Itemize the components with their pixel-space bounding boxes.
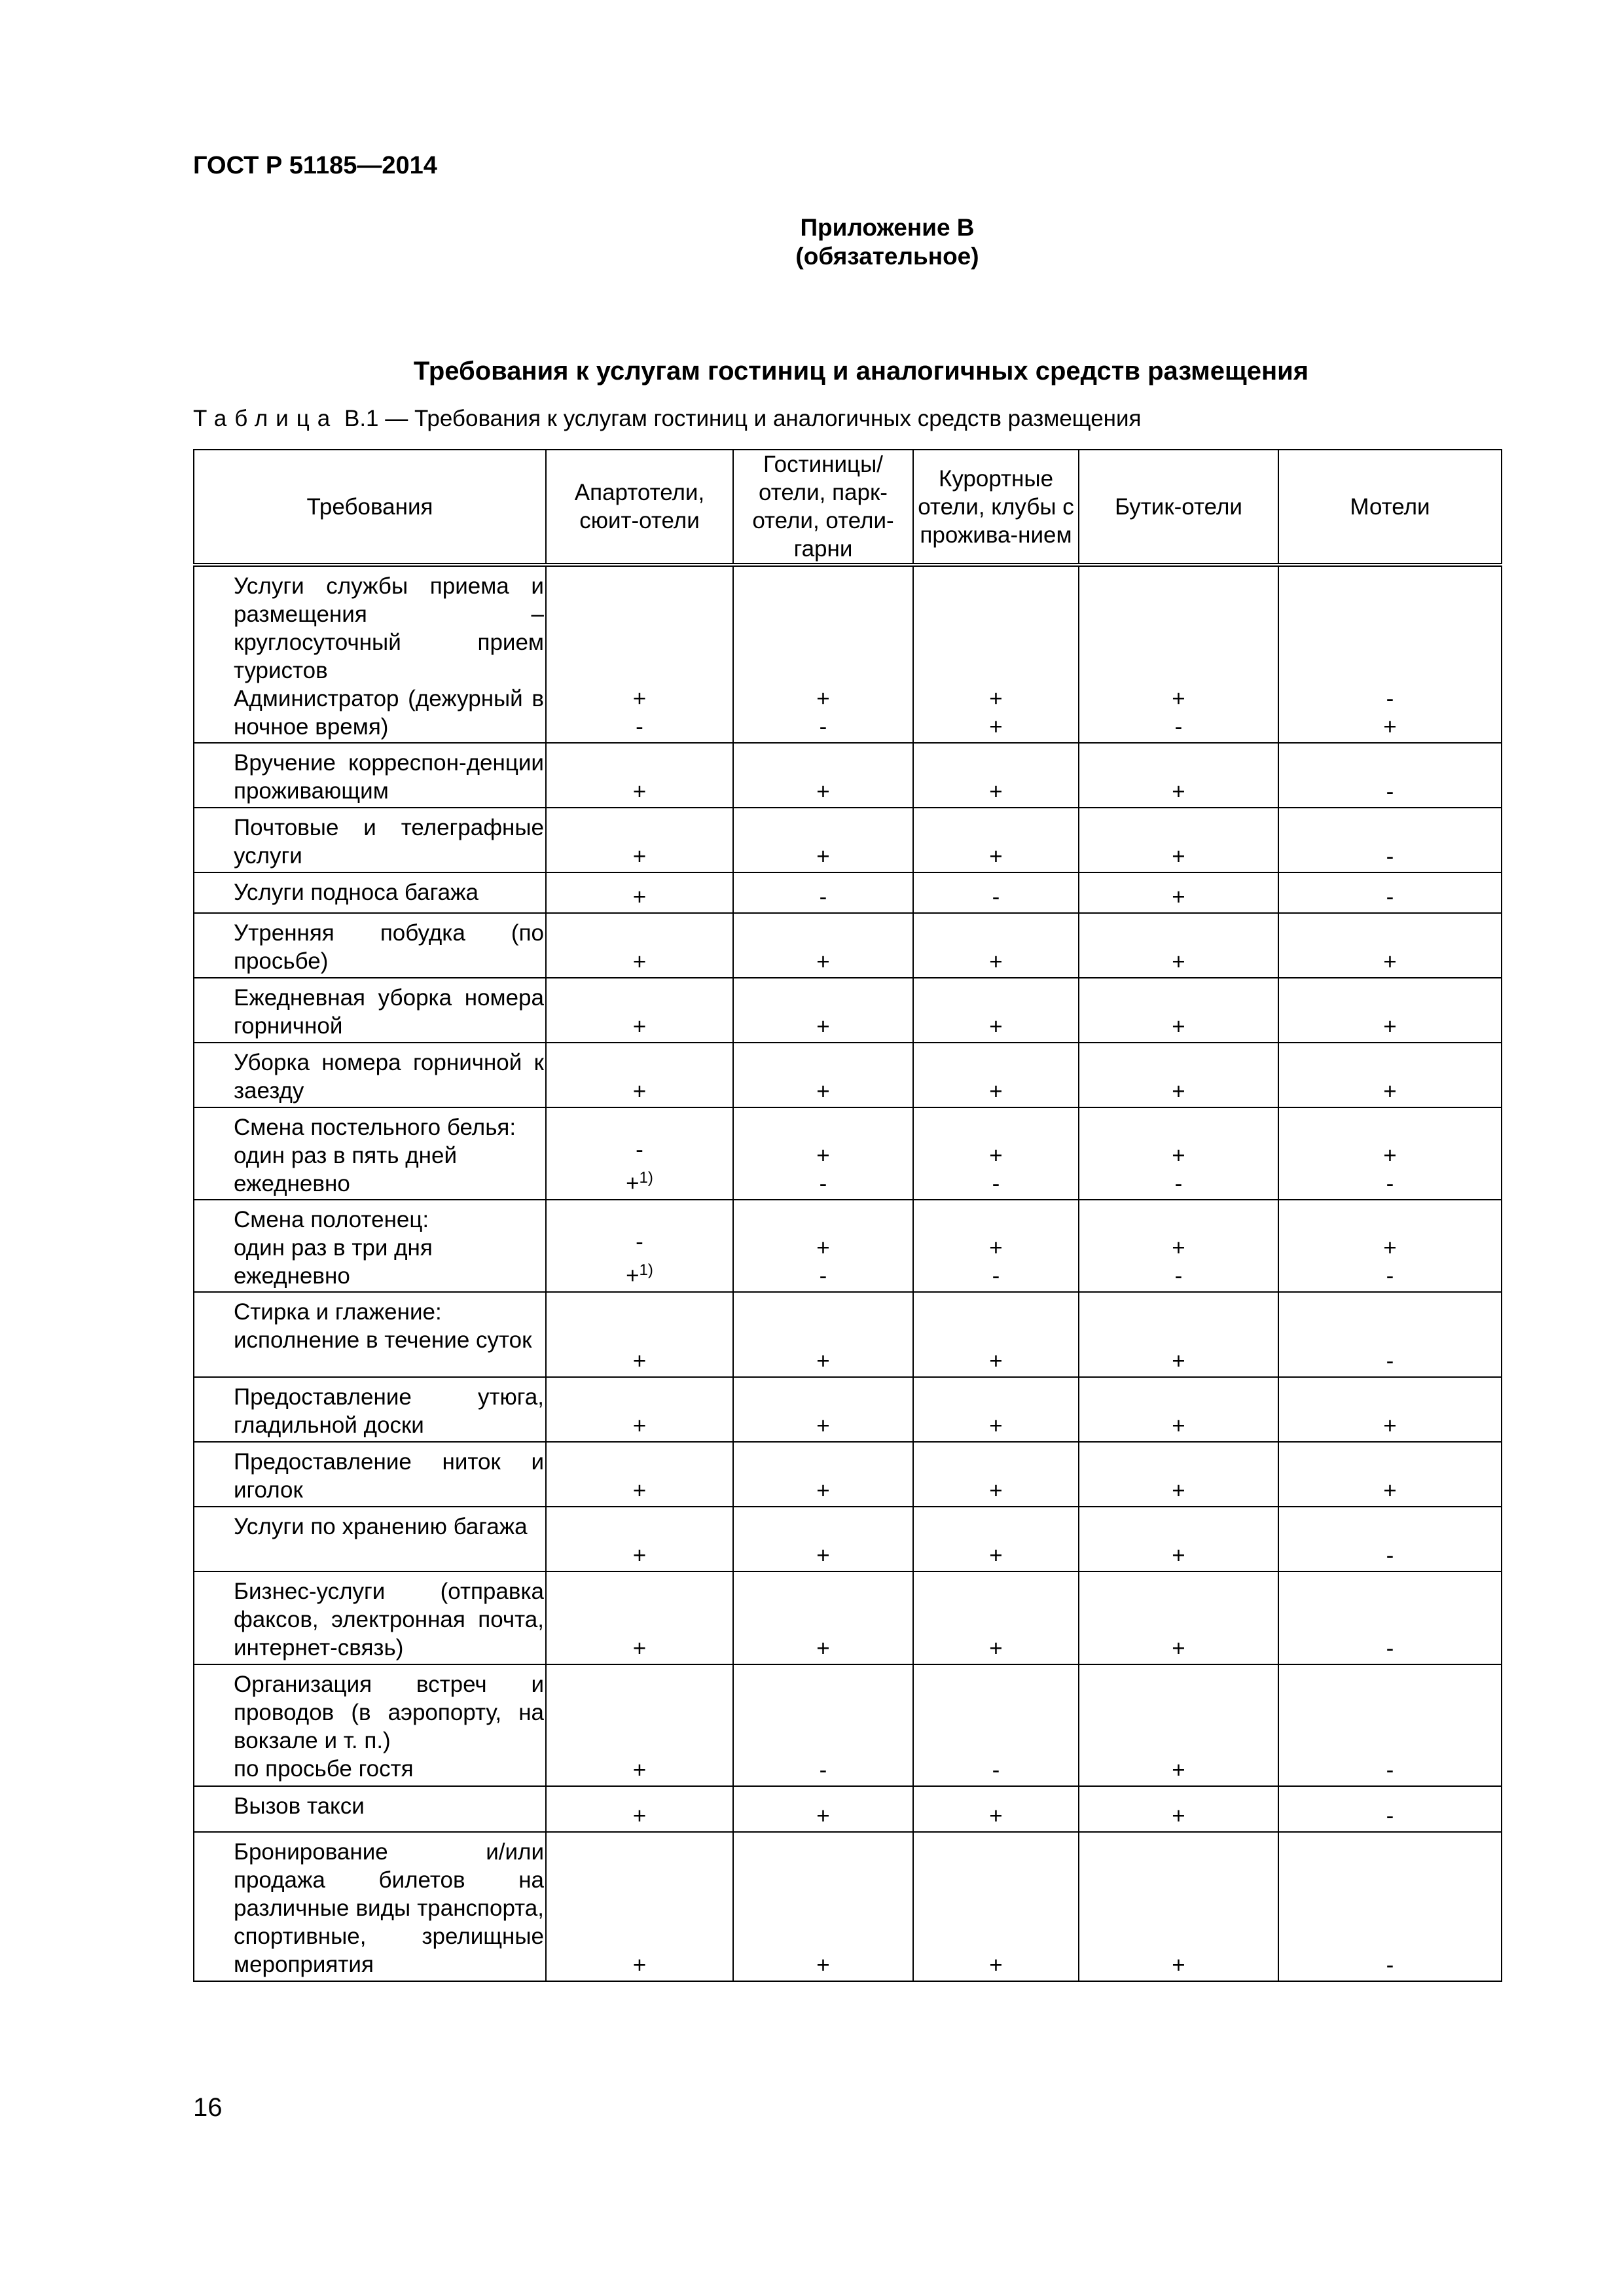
value-mark: +: [1172, 1413, 1185, 1439]
value-cell: [546, 1664, 733, 1786]
value-cell: [1079, 1786, 1278, 1832]
requirement-text: Вручение корреспон-денции проживающим: [234, 750, 544, 804]
value-cell: [913, 808, 1079, 872]
table-row: [194, 1377, 1502, 1442]
requirement-cell: [194, 1571, 546, 1664]
table-row: [194, 565, 1502, 743]
table-row: [194, 978, 1502, 1043]
value-cell: [913, 913, 1079, 978]
value-mark: +: [816, 1079, 830, 1104]
value-mark: -: [992, 1171, 1000, 1196]
requirement-text: один раз в пять дней: [234, 1143, 458, 1168]
value-mark: +: [816, 1543, 830, 1568]
value-mark: -: [1386, 844, 1394, 869]
table-row: [194, 808, 1502, 872]
value-cell: [546, 743, 733, 808]
appendix-type: (обязательное): [795, 243, 979, 270]
value-cell: [1278, 1664, 1502, 1786]
value-mark: +: [816, 949, 830, 975]
value-mark: +: [632, 1952, 647, 1978]
requirement-text: один раз в три дня: [234, 1235, 433, 1261]
value-mark: +: [816, 779, 830, 804]
value-cell: [733, 913, 913, 978]
requirement-text: Администратор (дежурный в ночное время): [234, 686, 544, 740]
table-caption-prefix: Таблица: [193, 406, 338, 431]
value-mark: +: [1172, 1014, 1185, 1039]
value-cell: [546, 565, 733, 743]
value-cell: [1079, 808, 1278, 872]
value-cell: [733, 1043, 913, 1107]
value-cell: [1079, 913, 1278, 978]
table-row: [194, 1292, 1502, 1377]
value-mark: +: [1172, 844, 1185, 869]
value-mark: +: [1383, 1014, 1397, 1039]
value-mark: +: [989, 714, 1003, 740]
value-mark: -: [636, 1137, 643, 1163]
value-mark: +: [1172, 949, 1185, 975]
requirement-text: ежедневно: [234, 1263, 350, 1289]
requirement-cell: [194, 565, 546, 743]
value-mark: +: [1172, 1478, 1185, 1503]
value-mark: +: [632, 1014, 647, 1039]
appendix-title: Приложение В: [800, 214, 975, 241]
table-row: [194, 1107, 1502, 1200]
value-mark: +: [632, 1079, 647, 1104]
value-mark: -: [1386, 1171, 1394, 1196]
value-cell: [913, 1200, 1079, 1292]
value-cell: [1079, 872, 1278, 913]
value-cell: [913, 978, 1079, 1043]
value-cell: [1278, 743, 1502, 808]
value-cell: [1278, 872, 1502, 913]
value-cell: [733, 1664, 913, 1786]
header-motels: Мотели: [1278, 450, 1502, 565]
value-cell: [546, 1507, 733, 1571]
table-caption-number: В.1: [344, 406, 379, 431]
value-mark: +: [989, 1143, 1003, 1168]
value-cell: [913, 1292, 1079, 1377]
requirement-text: Услуги по хранению багажа: [234, 1514, 528, 1539]
value-cell: [1278, 1043, 1502, 1107]
table-body: [194, 565, 1502, 1981]
value-mark: -: [1386, 686, 1394, 711]
value-cell: [913, 872, 1079, 913]
value-cell: [1079, 1571, 1278, 1664]
value-cell: [1278, 1200, 1502, 1292]
table-row: [194, 1786, 1502, 1832]
value-mark: -: [992, 884, 1000, 910]
value-cell: [1079, 1377, 1278, 1442]
value-mark: -: [636, 1229, 643, 1255]
value-cell: [733, 1442, 913, 1507]
value-mark: +: [632, 686, 647, 711]
value-cell: [913, 565, 1079, 743]
requirement-cell: [194, 1442, 546, 1507]
value-mark: +: [632, 1636, 647, 1661]
requirement-cell: [194, 913, 546, 978]
value-cell: [733, 1107, 913, 1200]
value-cell: [733, 1507, 913, 1571]
value-mark: +: [816, 686, 830, 711]
value-mark: +: [632, 1413, 647, 1439]
value-mark: +: [1172, 1952, 1185, 1978]
requirement-text: Почтовые и телеграфные услуги: [234, 815, 544, 869]
requirement-cell: [194, 1664, 546, 1786]
value-mark: +: [989, 1235, 1003, 1261]
value-cell: [733, 1786, 913, 1832]
header-hotels: Гостиницы/ отели, парк-отели, отели-гарни: [733, 450, 913, 565]
value-mark: +: [1172, 1543, 1185, 1568]
requirement-cell: [194, 1043, 546, 1107]
header-boutique-hotels: Бутик-отели: [1079, 450, 1278, 565]
value-mark: +: [989, 1803, 1003, 1829]
value-cell: [913, 1664, 1079, 1786]
value-mark: -: [1386, 1952, 1394, 1978]
value-cell: [1278, 1442, 1502, 1507]
value-mark: +: [1172, 1348, 1185, 1374]
value-mark: -: [819, 1171, 827, 1196]
value-mark: +: [1172, 1235, 1185, 1261]
value-mark: +: [1172, 1803, 1185, 1829]
value-cell: [1278, 808, 1502, 872]
value-mark: +: [816, 1014, 830, 1039]
value-cell: [1278, 565, 1502, 743]
value-mark: -: [1174, 714, 1183, 740]
requirement-text: Вызов такси: [234, 1793, 365, 1819]
value-mark: -: [992, 1263, 1000, 1289]
value-cell: [733, 872, 913, 913]
value-cell: [1079, 1664, 1278, 1786]
requirement-text: Смена постельного белья:: [234, 1115, 516, 1140]
value-mark: +: [1383, 1143, 1397, 1168]
header-aparthotels: Апартотели, сюит-отели: [546, 450, 733, 565]
value-cell: [1079, 1832, 1278, 1981]
document-id: ГОСТ Р 51185—2014: [193, 152, 437, 179]
requirement-text: по просьбе гостя: [234, 1756, 414, 1782]
value-cell: [913, 1043, 1079, 1107]
value-mark: +: [989, 1478, 1003, 1503]
value-mark: +: [1172, 779, 1185, 804]
value-cell: [733, 743, 913, 808]
value-cell: [1278, 1377, 1502, 1442]
value-cell: [733, 1571, 913, 1664]
requirement-text: Организация встреч и проводов (в аэропорту, на вокзале и т. п.): [234, 1672, 544, 1753]
value-mark: +: [632, 1478, 647, 1503]
table-row: [194, 1043, 1502, 1107]
footnote-mark: 1): [639, 1261, 653, 1280]
section-title: Требования к услугам гостиниц и аналогичных средств размещения: [413, 357, 1309, 386]
value-cell: [733, 808, 913, 872]
requirement-cell: [194, 1507, 546, 1571]
value-cell: [1079, 743, 1278, 808]
table-row: [194, 1442, 1502, 1507]
value-mark: +: [1172, 686, 1185, 711]
table-row: [194, 1571, 1502, 1664]
value-cell: [733, 565, 913, 743]
value-mark: +: [989, 686, 1003, 711]
value-mark: -: [1386, 779, 1394, 804]
footnote-mark: 1): [639, 1169, 653, 1187]
requirements-table: [193, 449, 1502, 1982]
requirement-text: Ежедневная уборка номера горничной: [234, 985, 544, 1039]
value-cell: [1278, 978, 1502, 1043]
value-cell: [1079, 565, 1278, 743]
requirement-cell: [194, 1107, 546, 1200]
value-cell: [546, 872, 733, 913]
value-mark: +: [816, 1636, 830, 1661]
value-cell: [1278, 1832, 1502, 1981]
requirement-cell: [194, 1832, 546, 1981]
value-mark: +: [816, 1952, 830, 1978]
value-mark: +: [816, 1478, 830, 1503]
requirement-cell: [194, 1200, 546, 1292]
table-header-row: [194, 450, 1502, 565]
value-mark: +: [816, 1413, 830, 1439]
requirement-text: Услуги службы приема и размещения – круглосуточный прием туристов: [234, 573, 544, 683]
value-mark: +: [989, 1014, 1003, 1039]
value-mark: +: [1172, 884, 1185, 910]
header-resort-hotels: Курортные отели, клубы с прожива-нием: [913, 450, 1079, 565]
value-mark: +: [816, 844, 830, 869]
requirement-text: Стирка и глажение:: [234, 1299, 442, 1325]
value-cell: [1079, 1442, 1278, 1507]
value-mark: +: [1383, 1413, 1397, 1439]
requirement-cell: [194, 872, 546, 913]
value-mark: +: [989, 779, 1003, 804]
requirement-cell: [194, 978, 546, 1043]
value-cell: [733, 1832, 913, 1981]
table-caption-text: — Требования к услугам гостиниц и аналогичных средств размещения: [385, 406, 1142, 431]
value-cell: [913, 1507, 1079, 1571]
value-mark: -: [636, 714, 643, 740]
value-mark: +: [989, 1348, 1003, 1374]
value-cell: [546, 1442, 733, 1507]
value-cell: [1079, 1507, 1278, 1571]
value-mark: -: [1386, 1263, 1394, 1289]
value-mark: +: [989, 844, 1003, 869]
value-mark: +: [632, 1803, 647, 1829]
value-mark: -: [819, 884, 827, 910]
page-number: 16: [193, 2093, 223, 2122]
value-cell: [913, 743, 1079, 808]
value-mark: +: [1172, 1079, 1185, 1104]
value-cell: [913, 1571, 1079, 1664]
requirement-text: Смена полотенец:: [234, 1207, 429, 1232]
value-cell: [733, 1377, 913, 1442]
value-mark: +: [632, 1348, 647, 1374]
requirement-text: Предоставление утюга, гладильной доски: [234, 1384, 544, 1438]
value-mark: -: [1174, 1263, 1183, 1289]
value-mark: +: [1383, 714, 1397, 740]
value-mark: +: [816, 1235, 830, 1261]
value-mark: +: [1383, 1478, 1397, 1503]
appendix-heading: [0, 213, 1624, 271]
requirement-text: Бронирование и/или продажа билетов на различные виды транспорта, спортивные, зрелищные мероприятия: [234, 1839, 544, 1977]
value-mark: +: [989, 1079, 1003, 1104]
value-cell: [546, 1571, 733, 1664]
value-mark: -: [992, 1757, 1000, 1783]
value-mark: +: [632, 949, 647, 975]
value-cell: [1278, 1571, 1502, 1664]
table-row: [194, 1664, 1502, 1786]
value-mark: -: [1386, 884, 1394, 910]
value-cell: [546, 1107, 733, 1200]
value-cell: [546, 1043, 733, 1107]
requirement-text: Предоставление ниток и иголок: [234, 1449, 544, 1503]
value-mark: +$^{1)}$: [626, 1261, 653, 1289]
value-cell: [546, 808, 733, 872]
value-mark: +: [816, 1348, 830, 1374]
requirement-cell: [194, 808, 546, 872]
table-row: [194, 1200, 1502, 1292]
value-cell: [733, 978, 913, 1043]
value-mark: -: [819, 714, 827, 740]
value-cell: [1278, 1507, 1502, 1571]
value-mark: -: [819, 1263, 827, 1289]
value-mark: -: [819, 1757, 827, 1783]
value-cell: [546, 913, 733, 978]
value-mark: +: [989, 1543, 1003, 1568]
value-mark: +$^{1)}$: [626, 1169, 653, 1196]
value-cell: [1079, 1107, 1278, 1200]
value-mark: +: [632, 1757, 647, 1783]
value-mark: +: [632, 844, 647, 869]
value-mark: +: [1172, 1143, 1185, 1168]
value-mark: +: [632, 884, 647, 910]
value-mark: -: [1386, 1543, 1394, 1568]
table-row: [194, 1832, 1502, 1981]
requirement-text: Услуги подноса багажа: [234, 880, 478, 905]
value-cell: [546, 978, 733, 1043]
value-mark: +: [1172, 1636, 1185, 1661]
value-mark: +: [816, 1803, 830, 1829]
value-cell: [1278, 1292, 1502, 1377]
value-cell: [913, 1786, 1079, 1832]
value-mark: -: [1386, 1803, 1394, 1829]
value-cell: [546, 1786, 733, 1832]
requirement-cell: [194, 1292, 546, 1377]
value-cell: [1278, 913, 1502, 978]
value-mark: +: [989, 1636, 1003, 1661]
value-mark: +: [1383, 1235, 1397, 1261]
value-cell: [733, 1200, 913, 1292]
table-caption: [193, 406, 1142, 432]
value-mark: +: [816, 1143, 830, 1168]
value-mark: -: [1386, 1636, 1394, 1661]
value-cell: [1079, 1292, 1278, 1377]
value-cell: [1278, 1107, 1502, 1200]
value-cell: [913, 1442, 1079, 1507]
value-cell: [913, 1107, 1079, 1200]
value-cell: [913, 1832, 1079, 1981]
value-mark: -: [1174, 1171, 1183, 1196]
value-cell: [546, 1200, 733, 1292]
value-cell: [733, 1292, 913, 1377]
value-cell: [1079, 1043, 1278, 1107]
requirement-text: Бизнес-услуги (отправка факсов, электронная почта, интернет-связь): [234, 1579, 544, 1660]
value-cell: [1278, 1786, 1502, 1832]
table-row: [194, 743, 1502, 808]
value-mark: +: [632, 1543, 647, 1568]
value-cell: [546, 1292, 733, 1377]
requirement-text: Утренняя побудка (по просьбе): [234, 920, 544, 974]
requirement-text: ежедневно: [234, 1171, 350, 1196]
value-mark: +: [989, 1413, 1003, 1439]
value-mark: -: [1386, 1348, 1394, 1374]
value-mark: +: [989, 949, 1003, 975]
value-mark: +: [989, 1952, 1003, 1978]
value-mark: -: [1386, 1757, 1394, 1783]
header-requirements: Требования: [194, 450, 546, 565]
value-mark: +: [1383, 949, 1397, 975]
value-mark: +: [1383, 1079, 1397, 1104]
requirement-cell: [194, 1377, 546, 1442]
table-row: [194, 872, 1502, 913]
value-cell: [1079, 978, 1278, 1043]
value-cell: [546, 1832, 733, 1981]
value-mark: +: [1172, 1757, 1185, 1783]
table-row: [194, 1507, 1502, 1571]
requirement-text: Уборка номера горничной к заезду: [234, 1050, 544, 1103]
table-row: [194, 913, 1502, 978]
requirement-cell: [194, 743, 546, 808]
value-cell: [546, 1377, 733, 1442]
value-cell: [913, 1377, 1079, 1442]
value-cell: [1079, 1200, 1278, 1292]
value-mark: +: [632, 779, 647, 804]
requirement-cell: [194, 1786, 546, 1832]
requirement-text: исполнение в течение суток: [234, 1327, 532, 1353]
